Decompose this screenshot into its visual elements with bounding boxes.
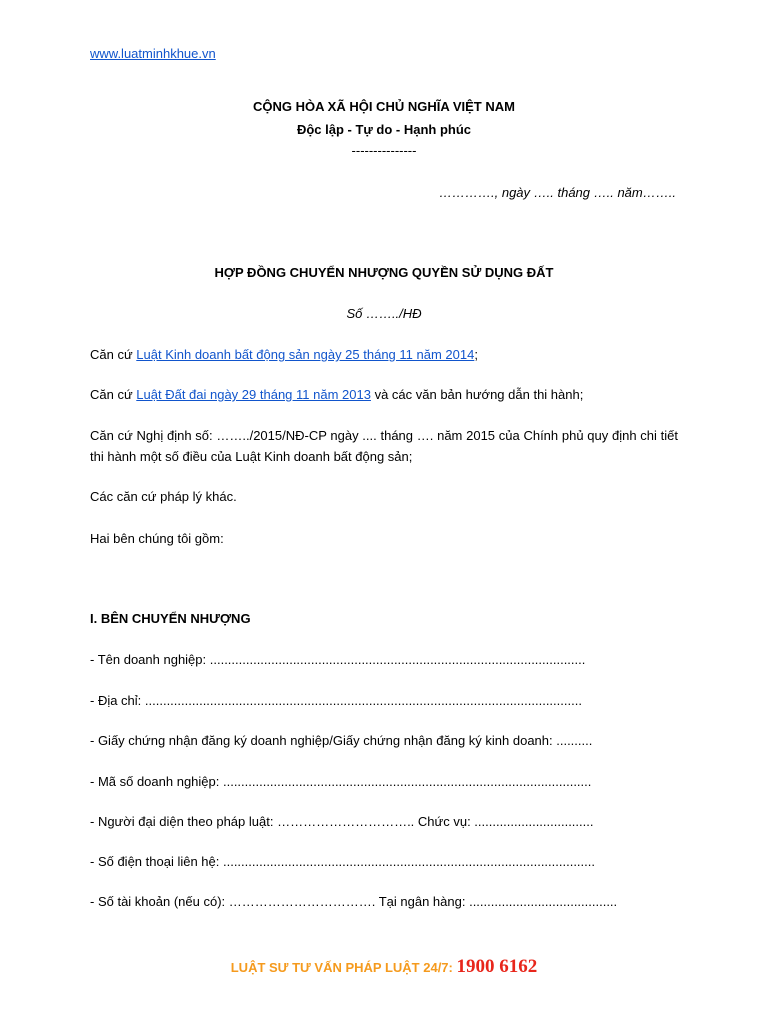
legal-basis-prefix: Căn cứ bbox=[90, 347, 137, 362]
footer-hotline-bar bbox=[0, 955, 768, 980]
field-legal-representative: - Người đại diện theo pháp luật: ………………………….. Chức vụ: ................................. bbox=[90, 814, 594, 829]
national-motto: Độc lập - Tự do - Hạnh phúc bbox=[296, 122, 472, 137]
country-name: CỘNG HÒA XÃ HỘI CHỦ NGHĨA VIỆT NAM bbox=[253, 99, 515, 114]
law-link-real-estate[interactable]: Luật Kinh doanh bất động sản ngày 25 tháng 11 năm 2014 bbox=[136, 347, 475, 362]
legal-basis-suffix: ; bbox=[474, 347, 478, 362]
parties-intro: Hai bên chúng tôi gồm: bbox=[90, 531, 224, 546]
date-line: …………., ngày ….. tháng ….. năm…….. bbox=[439, 185, 676, 200]
decree-basis: Căn cứ Nghị định số: ……../2015/NĐ-CP ngày .... tháng …. năm 2015 của Chính phủ quy định chi tiết thi hành một số điều của Luật Kinh doanh bất động sản; bbox=[90, 428, 678, 464]
header-divider: --------------- bbox=[351, 143, 417, 158]
contract-number: Số ……../HĐ bbox=[346, 306, 422, 321]
other-legal-bases: Các căn cứ pháp lý khác. bbox=[90, 489, 237, 504]
contract-title: HỢP ĐỒNG CHUYỂN NHƯỢNG QUYỀN SỬ DỤNG ĐẤT bbox=[214, 265, 554, 280]
section-heading-transferor: I. BÊN CHUYỂN NHƯỢNG bbox=[90, 611, 251, 626]
law-link-land[interactable]: Luật Đất đai ngày 29 tháng 11 năm 2013 bbox=[136, 387, 371, 402]
field-phone: - Số điện thoại liên hệ: ....................................................................................................... bbox=[90, 854, 595, 869]
field-enterprise-code: - Mã số doanh nghiệp: ...................................................................................................... bbox=[90, 774, 592, 789]
field-bank-account: - Số tài khoản (nếu có): ……………………………. Tại ngân hàng: ......................................... bbox=[90, 894, 618, 909]
legal-basis-suffix: và các văn bản hướng dẫn thi hành; bbox=[370, 387, 584, 402]
website-link[interactable]: www.luatminhkhue.vn bbox=[90, 46, 216, 61]
legal-basis-1 bbox=[90, 347, 478, 363]
footer-label: LUẬT SƯ TƯ VẤN PHÁP LUẬT 24/7: bbox=[230, 960, 453, 975]
field-address: - Địa chỉ: ......................................................................................................................... bbox=[90, 693, 582, 708]
hotline-number[interactable]: 1900 6162 bbox=[456, 956, 538, 977]
legal-basis-2 bbox=[90, 387, 583, 403]
field-registration-certificate: - Giấy chứng nhận đăng ký doanh nghiệp/Giấy chứng nhận đăng ký kinh doanh: .......... bbox=[90, 733, 593, 748]
field-company-name: - Tên doanh nghiệp: ........................................................................................................ bbox=[90, 652, 586, 667]
legal-basis-prefix: Căn cứ bbox=[90, 387, 137, 402]
